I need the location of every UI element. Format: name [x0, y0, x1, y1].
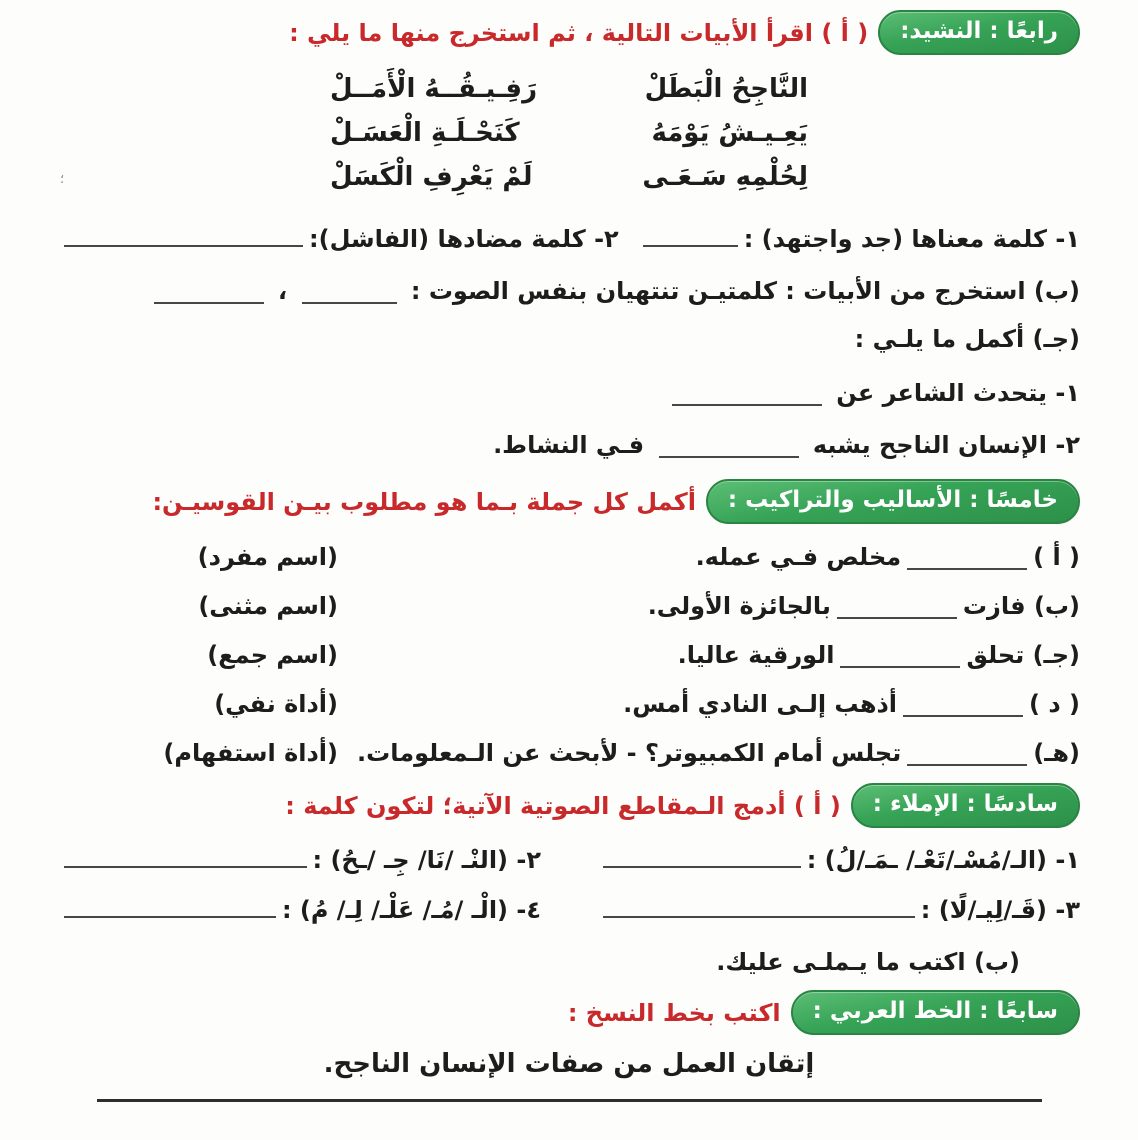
section-sixth-instruction: ( أ ) أدمج الـمقاطع الصوتية الآتية؛ لتكون كلمة : — [285, 791, 841, 820]
exercise-sentence — [648, 590, 1080, 622]
sentence-after: الورقية عاليا. — [677, 641, 835, 669]
exercise-row — [58, 688, 1080, 720]
section-seventh-instruction: اكتب بخط النسخ : — [567, 998, 781, 1027]
section-sixth-badge: سادسًا : الإملاء : — [851, 783, 1080, 828]
question-rhyme-label: (ب) استخرج من الأبيات : كلمتيـن تنتهيان بنفس الصوت : — [410, 277, 1080, 305]
answer-line — [603, 900, 915, 918]
answer-line — [907, 758, 1027, 766]
dictation-item — [58, 844, 541, 876]
answer-line — [154, 296, 264, 304]
dictation-item — [597, 844, 1080, 876]
grammar-hint: (أداة نفي) — [214, 690, 338, 718]
sentence-after: أذهب إلـى النادي أمس. — [623, 690, 898, 718]
exercise-sentence — [357, 737, 1080, 769]
question-meaning-label: ١- كلمة معناها (جد واجتهد) : — [743, 225, 1080, 253]
poem-line — [330, 111, 808, 155]
section-seventh-header — [58, 990, 1080, 1035]
sentence-before: (هـ) — [1033, 739, 1080, 767]
dictation-syllables: ٤- (الْـ /مُـ/ عَلْـ/ لِـ/ مُ) : — [281, 896, 541, 924]
answer-line — [64, 900, 276, 918]
dictation-item — [597, 894, 1080, 926]
dictation-part-b — [58, 946, 1020, 978]
question-row-rhyme — [58, 275, 1080, 307]
dictation-item — [58, 894, 541, 926]
section-fourth-badge: رابعًا : النشيد: — [878, 10, 1080, 55]
poem-hemistich-right: النَّاجِحُ الْبَطَلْ — [644, 74, 808, 104]
answer-line — [603, 850, 801, 868]
exercise-row — [58, 590, 1080, 622]
sentence-before: ( أ ) — [1033, 543, 1080, 571]
poem-hemistich-left: لَمْ يَعْرِفِ الْكَسَلْ — [330, 162, 533, 192]
answer-line — [64, 229, 303, 247]
section-fourth-instruction: ( أ ) اقرأ الأبيات التالية ، ثم استخرج منها ما يلي : — [289, 18, 869, 47]
answer-line — [907, 562, 1027, 570]
question-row-meaning-antonym — [58, 223, 1080, 255]
section-fifth-badge: خامسًا : الأساليب والتراكيب : — [706, 479, 1080, 524]
section-seventh-badge: سابعًا : الخط العربي : — [791, 990, 1080, 1035]
poem-hemistich-right: لِحُلْمِهِ سَـعَـى — [642, 162, 808, 192]
grammar-hint: (أداة استفهام) — [163, 739, 338, 767]
answer-line — [659, 450, 799, 458]
answer-line — [64, 850, 307, 868]
comma-separator: ، — [278, 277, 288, 305]
question-c-label: (جـ) أكمل ما يلـي : — [854, 325, 1080, 353]
sentence-before: ( د ) — [1029, 690, 1080, 718]
section-fourth-header — [12, 10, 1080, 55]
calligraphy-sentence: إتقان العمل من صفات الإنسان الناجح. — [323, 1049, 815, 1079]
poem-hemistich-right: يَعِـيـشُ يَوْمَهُ — [651, 118, 808, 148]
answer-line — [643, 239, 738, 247]
answer-line — [903, 709, 1023, 717]
exercise-row — [58, 541, 1080, 573]
poem-hemistich-left: رَفِـيـقُــهُ الْأَمَــلْ — [330, 74, 538, 104]
section-fifth-instruction: أكمل كل جملة بـما هو مطلوب بيـن القوسيـن: — [152, 487, 696, 516]
question-antonym-label: ٢- كلمة مضادها (الفاشل): — [309, 225, 619, 253]
answer-line — [840, 660, 960, 668]
poem-line — [330, 155, 808, 199]
exercise-sentence — [623, 688, 1080, 720]
grammar-hint: (اسم مثنى) — [198, 592, 338, 620]
section-fifth-header — [58, 479, 1080, 524]
dictation-syllables: ٢- (النْـ /نَا/ جِـ /ـحُ) : — [312, 846, 541, 874]
exercise-sentence — [678, 639, 1080, 671]
sentence-before: (جـ) تحلق — [966, 641, 1080, 669]
answer-line — [672, 398, 822, 406]
answer-line — [302, 296, 397, 304]
exercise-sentence — [696, 541, 1080, 573]
dictation-grid — [58, 844, 1080, 926]
grammar-hint: (اسم مفرد) — [197, 543, 338, 571]
dictation-syllables: ١- (الـ/مُسْـ/تَعْـ/ ـمَـ/لُ) : — [806, 846, 1080, 874]
sentence-before: (ب) فازت — [962, 592, 1080, 620]
grammar-hint: (اسم جمع) — [207, 641, 338, 669]
question-c2-row — [58, 429, 1080, 461]
question-c1-label: ١- يتحدث الشاعر عن — [836, 379, 1080, 407]
scan-artifact: ؛ — [60, 172, 65, 187]
exercise-row — [58, 639, 1080, 671]
exercise-row — [58, 737, 1080, 769]
question-c1-row — [58, 377, 1080, 409]
poem-hemistich-left: كَنَحْـلَـةِ الْعَسَـلْ — [330, 118, 520, 148]
question-c2-after: فـي النشاط. — [493, 431, 645, 459]
bottom-rule — [97, 1099, 1042, 1102]
dictation-part-b-label: (ب) اكتب ما يـملـى عليك. — [716, 948, 1020, 976]
sentence-after: مخلص فـي عمله. — [695, 543, 902, 571]
question-c-heading — [58, 323, 1080, 355]
dictation-syllables: ٣- (قَـ/لِيـ/لًا) : — [920, 896, 1080, 924]
section-sixth-header — [58, 783, 1080, 828]
sentence-after: تجلس أمام الكمبيوتر؟ - لأبحث عن الـمعلومات. — [357, 739, 902, 767]
sentence-after: بالجائزة الأولى. — [647, 592, 831, 620]
poem-block — [330, 67, 808, 199]
question-c2-before: ٢- الإنسان الناجح يشبه — [812, 431, 1080, 459]
poem-line — [330, 67, 808, 111]
answer-line — [837, 611, 957, 619]
